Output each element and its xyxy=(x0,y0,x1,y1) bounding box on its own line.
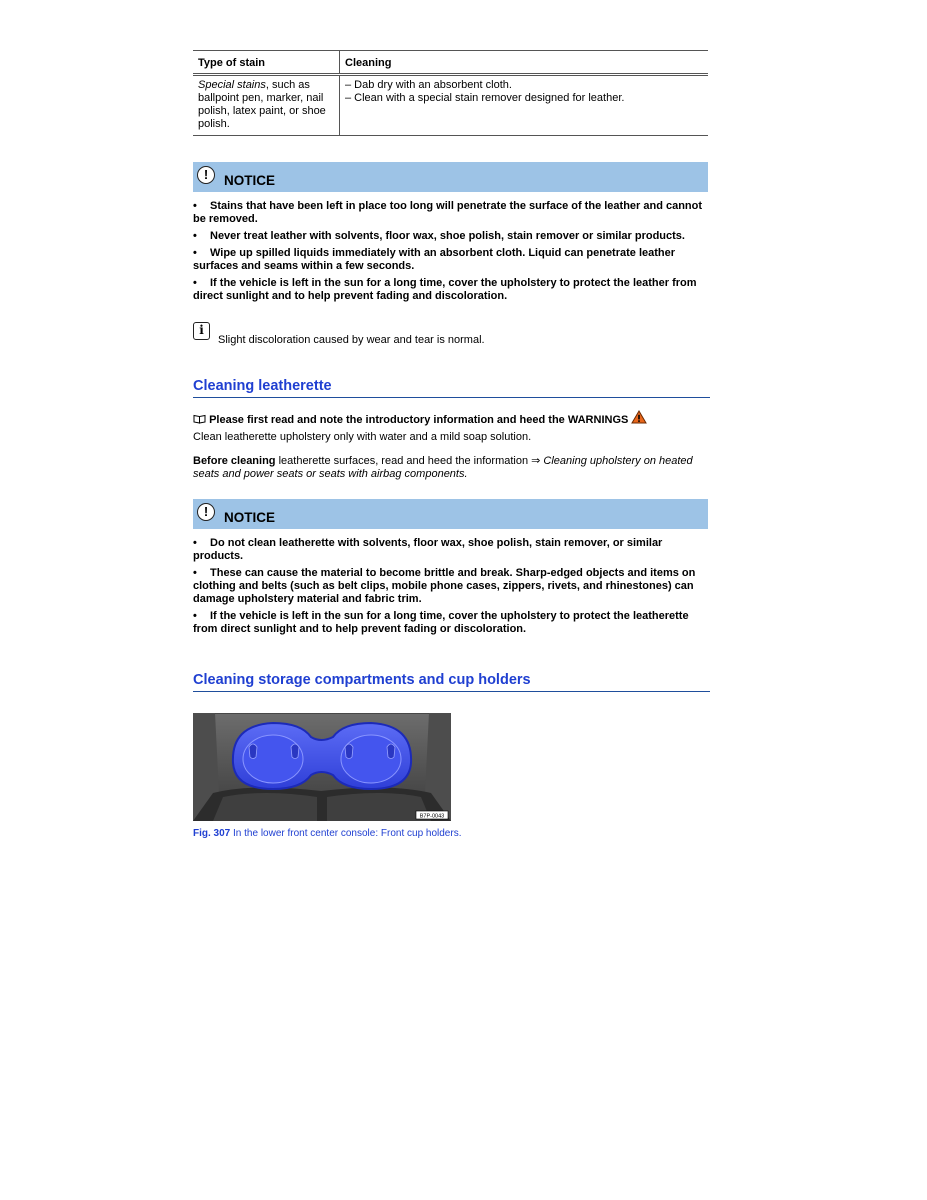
bullet-icon: • xyxy=(193,247,197,259)
stain-table xyxy=(193,50,708,136)
cleaning-line: – Dab dry with an absorbent cloth. xyxy=(345,79,512,91)
table-header-stain: Type of stain xyxy=(193,51,340,75)
bullet-icon: • xyxy=(193,610,197,622)
figure-caption xyxy=(193,828,461,839)
intro-text: Please first read and note the introductory information and heed the WARNINGS xyxy=(209,414,629,426)
exclamation-icon: ! xyxy=(197,503,215,521)
exclamation-icon: ! xyxy=(197,166,215,184)
list-item: • These can cause the material to become brittle and break. Sharp-edged objects and items on clothing and belts (such as belt clips, mobile phone cases, zippers, rivets, and rhinestones) can damage upholstery material and fabric trim. xyxy=(193,567,696,605)
intro-line xyxy=(193,410,708,427)
cup-holder-figure xyxy=(193,713,451,821)
bullet-icon: • xyxy=(193,200,197,212)
list-item: • Never treat leather with solvents, floor wax, shoe polish, stain remover or similar products. xyxy=(193,230,685,242)
notice-list xyxy=(193,200,708,307)
section-heading-leatherette: Cleaning leatherette xyxy=(193,378,710,398)
bullet-icon: • xyxy=(193,277,197,289)
figure-code: B7P-0043 xyxy=(419,813,445,820)
cup-holder-illustration xyxy=(193,713,451,821)
cross-reference-link[interactable]: Cleaning upholstery on heated seats and power seats or seats with airbag components. xyxy=(193,455,693,480)
list-item: • If the vehicle is left in the sun for a long time, cover the upholstery to protect the leatherette from direct sunlight and to help prevent fading or discoloration. xyxy=(193,610,689,635)
list-item: • Do not clean leatherette with solvents, floor wax, shoe polish, stain remover, or similar products. xyxy=(193,537,663,562)
notice-label: NOTICE xyxy=(224,510,276,525)
notice-banner xyxy=(193,162,708,192)
table-row xyxy=(193,75,708,136)
notice-banner xyxy=(193,499,708,529)
cleaning-line: – Clean with a special stain remover designed for leather. xyxy=(345,92,625,104)
info-icon: i xyxy=(193,322,210,340)
figure-caption-text: In the lower front center console: Front cup holders. xyxy=(230,828,462,839)
list-item: • Wipe up spilled liquids immediately with an absorbent cloth. Liquid can penetrate leather surfaces and seams within a few seconds. xyxy=(193,247,676,272)
bullet-icon: • xyxy=(193,537,197,549)
stain-italic: Special stains xyxy=(198,79,266,91)
stain-cell xyxy=(193,75,340,136)
bullet-icon: • xyxy=(193,567,197,579)
stain-rest: , such as ballpoint pen, marker, nail polish, latex paint, or shoe polish. xyxy=(198,79,326,130)
figure-label: Fig. 307 xyxy=(193,828,231,839)
list-item: • If the vehicle is left in the sun for a long time, cover the upholstery to protect the leather from direct sunlight and to help prevent fading and discoloration. xyxy=(193,277,697,302)
book-icon xyxy=(193,414,206,424)
cleaning-cell xyxy=(340,75,709,136)
info-note-text: Slight discoloration caused by wear and tear is normal. xyxy=(218,334,485,346)
warning-triangle-icon[interactable] xyxy=(631,410,647,424)
table-header-cleaning: Cleaning xyxy=(340,51,709,75)
list-item: • Stains that have been left in place too long will penetrate the surface of the leather and cannot be removed. xyxy=(193,200,703,225)
section-heading-storage: Cleaning storage compartments and cup holders xyxy=(193,672,710,692)
bullet-icon: • xyxy=(193,230,197,242)
notice-list xyxy=(193,537,708,640)
notice-label: NOTICE xyxy=(224,173,276,188)
paragraph: Before cleaning leatherette surfaces, read and heed the information ⇒ Cleaning upholstery on heated seats and power seats or seats with airbag components. xyxy=(193,455,693,480)
paragraph: Clean leatherette upholstery only with water and a mild soap solution. xyxy=(193,431,532,443)
